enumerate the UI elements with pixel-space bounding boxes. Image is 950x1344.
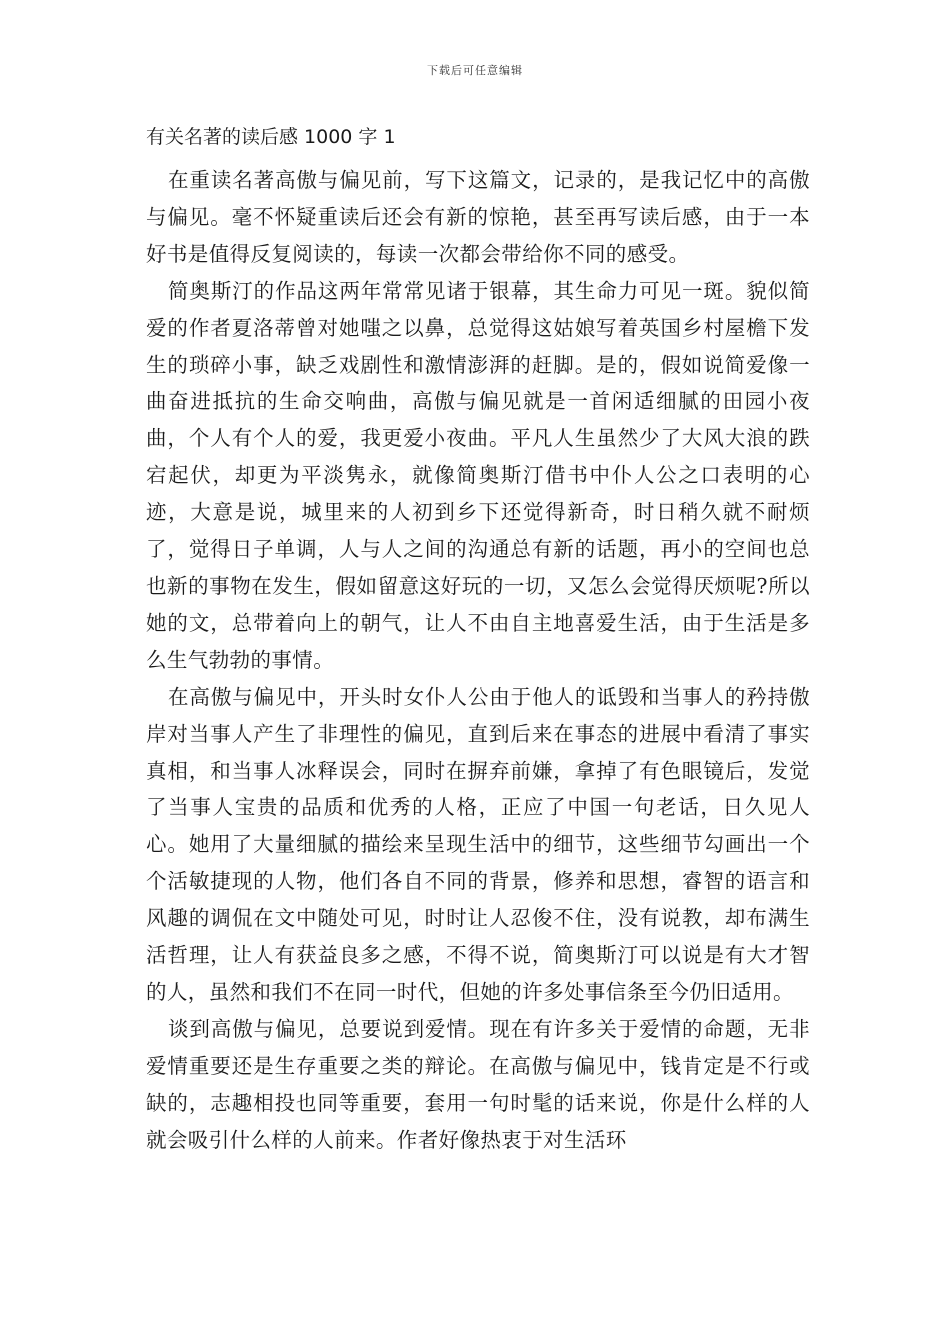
paragraph-2: 简奥斯汀的作品这两年常常见诸于银幕，其生命力可见一斑。貌似简爱的作者夏洛蒂曾对她嗤之以鼻，总觉得这姑娘写着英国乡村屋檐下发生的琐碎小事，缺乏戏剧性和激情澎湃的赶脚。是的，假如说简爱像一曲奋进抵抗的生命交响曲，高傲与偏见就是一首闲适细腻的田园小夜曲，个人有个人的爱，我更爱小夜曲。平凡人生虽然少了大风大浪的跌宕起伏，却更为平淡隽永，就像简奥斯汀借书中仆人公之口表明的心迹，大意是说，城里来的人初到乡下还觉得新奇，时日稍久就不耐烦了，觉得日子单调，人与人之间的沟通总有新的话题，再小的空间也总也新的事物在发生，假如留意这好玩的一切，又怎么会觉得厌烦呢?所以她的文，总带着向上的朝气，让人不由自主地喜爱生活，由于生活是多么生气勃勃的事情。 [146, 278, 810, 672]
paragraph-3: 在高傲与偏见中，开头时女仆人公由于他人的诋毁和当事人的矜持傲岸对当事人产生了非理性的偏见，直到后来在事态的进展中看清了事实真相，和当事人冰释误会，同时在摒弃前嫌，拿掉了有色眼镜后，发觉了当事人宝贵的品质和优秀的人格，正应了中国一句老话，日久见人心。她用了大量细腻的描绘来呈现生活中的细节，这些细节勾画出一个个活敏捷现的人物，他们各自不同的背景，修养和思想，睿智的语言和风趣的调侃在文中随处可见，时时让人忍俊不住，没有说教，却布满生活哲理，让人有获益良多之感，不得不说，简奥斯汀可以说是有大才智的人，虽然和我们不在同一时代，但她的许多处事信条至今仍旧适用。 [146, 684, 810, 1004]
paragraph-4: 谈到高傲与偏见，总要说到爱情。现在有许多关于爱情的命题，无非爱情重要还是生存重要之类的辩论。在高傲与偏见中，钱肯定是不行或缺的，志趣相投也同等重要，套用一句时髦的话来说，你是什么样的人就会吸引什么样的人前来。作者好像热衷于对生活环 [146, 1016, 810, 1152]
document-body [146, 118, 810, 1158]
document-title: 有关名著的读后感 1000 字 1 [146, 126, 396, 148]
header-note: 下载后可任意编辑 [427, 64, 523, 77]
paragraph-1: 在重读名著高傲与偏见前，写下这篇文，记录的，是我记忆中的高傲与偏见。毫不怀疑重读后还会有新的惊艳，甚至再写读后感，由于一本好书是值得反复阅读的，每读一次都会带给你不同的感受。 [146, 168, 810, 266]
